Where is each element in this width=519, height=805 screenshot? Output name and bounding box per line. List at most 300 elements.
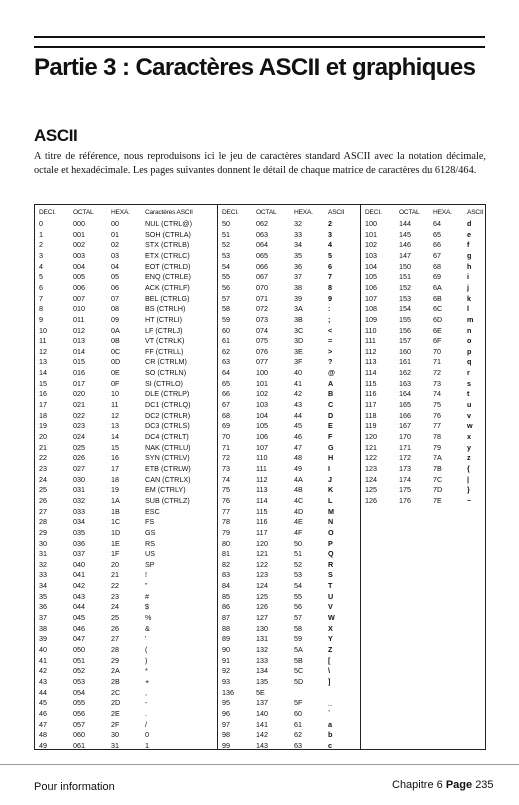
cell-ascii: d	[467, 219, 472, 228]
header-octal: OCTAL	[256, 209, 277, 216]
table-row	[361, 219, 485, 229]
table-row	[218, 666, 360, 676]
cell-deci: 112	[365, 346, 377, 356]
cell-deci: 59	[222, 314, 230, 324]
cell-ascii: CR (CTRLM)	[145, 357, 187, 367]
cell-octal: 141	[256, 719, 268, 729]
cell-octal: 112	[256, 474, 268, 484]
table-row	[35, 656, 217, 666]
cell-ascii: CAN (CTRLX)	[145, 474, 191, 484]
table-row	[35, 368, 217, 378]
cell-octal: 062	[256, 219, 268, 228]
cell-hexa: 73	[433, 378, 441, 388]
table-row	[35, 219, 217, 229]
cell-hexa: 78	[433, 432, 441, 441]
cell-deci: 105	[365, 272, 377, 282]
table-row	[361, 262, 485, 272]
cell-octal: 167	[399, 421, 411, 431]
cell-ascii: m	[467, 314, 474, 324]
cell-deci: 60	[222, 325, 230, 335]
cell-octal: 076	[256, 346, 268, 356]
cell-deci: 8	[39, 304, 43, 314]
cell-hexa: 31	[111, 740, 119, 750]
cell-ascii: s	[467, 378, 471, 388]
cell-ascii: {	[467, 463, 470, 473]
table-row	[35, 613, 217, 623]
cell-octal: 176	[399, 495, 411, 505]
table-row	[218, 656, 360, 666]
cell-ascii: 2	[328, 219, 332, 228]
table-row	[35, 507, 217, 517]
cell-hexa: 0F	[111, 378, 120, 388]
table-row	[361, 230, 485, 240]
cell-deci: 49	[39, 740, 47, 750]
cell-ascii: M	[328, 506, 334, 516]
cell-hexa: 01	[111, 229, 119, 239]
cell-ascii: DLE (CTRLP)	[145, 389, 190, 399]
cell-octal: 000	[73, 219, 85, 228]
table-row	[218, 326, 360, 336]
cell-ascii: FS	[145, 517, 155, 527]
cell-hexa: 51	[294, 549, 302, 559]
table-row	[218, 528, 360, 538]
table-row	[35, 634, 217, 644]
table-row	[361, 283, 485, 293]
cell-deci: 89	[222, 634, 230, 644]
cell-hexa: 7B	[433, 463, 442, 473]
cell-deci: 119	[365, 421, 377, 431]
cell-octal: 044	[73, 602, 85, 612]
table-row	[218, 230, 360, 240]
cell-octal: 153	[399, 293, 411, 303]
cell-ascii: p	[467, 346, 472, 356]
cell-hexa: 32	[294, 219, 302, 228]
header-ascii: Caractères ASCII	[145, 209, 193, 216]
cell-hexa: 0C	[111, 346, 121, 356]
cell-deci: 115	[365, 378, 377, 388]
cell-deci: 96	[222, 708, 230, 718]
cell-ascii: o	[467, 336, 472, 346]
cell-deci: 124	[365, 474, 377, 484]
table-row	[35, 720, 217, 730]
cell-octal: 001	[73, 229, 85, 239]
cell-octal: 104	[256, 410, 268, 420]
cell-deci: 55	[222, 272, 230, 282]
cell-hexa: 1B	[111, 506, 120, 516]
header-hexa: HEXA.	[433, 209, 452, 216]
cell-octal: 056	[73, 708, 85, 718]
cell-ascii: H	[328, 453, 334, 463]
cell-hexa: 36	[294, 261, 302, 271]
cell-hexa: 4B	[294, 485, 303, 495]
cell-ascii: b	[328, 730, 333, 740]
cell-octal: 111	[256, 463, 267, 473]
cell-octal: 132	[256, 645, 268, 654]
cell-hexa: 2D	[111, 698, 121, 708]
cell-hexa: 1F	[111, 549, 120, 559]
cell-deci: 136	[222, 687, 234, 697]
cell-octal: 036	[73, 538, 85, 548]
cell-hexa: 00	[111, 219, 119, 228]
cell-deci: 13	[39, 357, 47, 367]
cell-hexa: 13	[111, 421, 119, 431]
cell-deci: 2	[39, 240, 43, 250]
cell-deci: 46	[39, 708, 47, 718]
cell-ascii: @	[328, 368, 336, 378]
cell-ascii: i	[467, 272, 469, 282]
table-row	[218, 379, 360, 389]
cell-deci: 37	[39, 613, 47, 623]
cell-ascii: [	[328, 655, 331, 665]
cell-ascii: P	[328, 538, 333, 548]
cell-hexa: 57	[294, 613, 302, 623]
cell-hexa: 3F	[294, 357, 303, 367]
ascii-table	[34, 204, 486, 750]
cell-octal: 116	[256, 517, 268, 527]
cell-octal: 173	[399, 463, 411, 473]
cell-octal: 140	[256, 708, 268, 718]
cell-deci: 100	[365, 219, 377, 228]
cell-octal: 070	[256, 282, 268, 292]
cell-hexa: 53	[294, 570, 302, 580]
cell-octal: 077	[256, 357, 268, 367]
cell-deci: 101	[365, 229, 377, 239]
cell-ascii: 4	[328, 240, 332, 250]
cell-ascii: C	[328, 400, 334, 410]
cell-ascii: #	[145, 591, 149, 601]
header-hexa: HEXA.	[111, 209, 130, 216]
cell-octal: 033	[73, 506, 85, 516]
cell-deci: 20	[39, 432, 47, 441]
cell-hexa: 38	[294, 282, 302, 292]
table-row	[35, 602, 217, 612]
cell-octal: 125	[256, 591, 268, 601]
cell-octal: 031	[73, 485, 85, 495]
cell-hexa: 39	[294, 293, 302, 303]
cell-deci: 31	[39, 549, 47, 559]
cell-octal: 163	[399, 378, 411, 388]
cell-hexa: 2B	[111, 676, 120, 686]
cell-deci: 34	[39, 581, 47, 591]
cell-hexa: 3A	[294, 304, 303, 314]
cell-deci: 44	[39, 687, 47, 697]
cell-hexa: 58	[294, 623, 302, 633]
cell-ascii: )	[145, 655, 148, 665]
cell-hexa: 48	[294, 453, 302, 463]
cell-hexa: 25	[111, 613, 119, 623]
cell-octal: 004	[73, 261, 85, 271]
cell-octal: 155	[399, 314, 411, 324]
cell-hexa: 02	[111, 240, 119, 250]
table-row	[218, 219, 360, 229]
cell-deci: 33	[39, 570, 47, 580]
cell-hexa: 41	[294, 378, 302, 388]
cell-octal: 043	[73, 591, 85, 601]
cell-octal: 005	[73, 272, 85, 282]
cell-hexa: 1D	[111, 527, 121, 537]
cell-octal: 106	[256, 432, 268, 441]
cell-octal: 117	[256, 527, 268, 537]
cell-hexa: 40	[294, 368, 302, 378]
cell-octal: 032	[73, 495, 85, 505]
cell-deci: 48	[39, 730, 47, 740]
cell-octal: 145	[399, 229, 411, 239]
cell-octal: 114	[256, 495, 268, 505]
table-row	[35, 645, 217, 655]
cell-hexa: 68	[433, 261, 441, 271]
cell-ascii: 1	[145, 740, 149, 750]
cell-octal: 042	[73, 581, 85, 591]
cell-octal: 030	[73, 474, 85, 484]
cell-octal: 150	[399, 261, 411, 271]
cell-deci: 106	[365, 282, 377, 292]
cell-deci: 62	[222, 346, 230, 356]
cell-ascii: (	[145, 645, 148, 654]
cell-hexa: 6C	[433, 304, 443, 314]
cell-ascii: N	[328, 517, 334, 527]
cell-deci: 85	[222, 591, 230, 601]
cell-ascii: t	[467, 389, 470, 399]
cell-deci: 114	[365, 368, 377, 378]
cell-ascii: BEL (CTRLG)	[145, 293, 190, 303]
table-row	[361, 453, 485, 463]
cell-octal: 171	[399, 442, 411, 452]
cell-ascii: &	[145, 623, 150, 633]
cell-hexa: 07	[111, 293, 119, 303]
cell-ascii: x	[467, 432, 471, 441]
cell-deci: 61	[222, 336, 230, 346]
cell-ascii: R	[328, 559, 334, 569]
cell-octal: 174	[399, 474, 411, 484]
cell-octal: 015	[73, 357, 85, 367]
cell-ascii: `	[328, 708, 331, 718]
table-row	[361, 475, 485, 485]
cell-deci: 107	[365, 293, 377, 303]
cell-ascii: T	[328, 581, 333, 591]
table-row	[218, 357, 360, 367]
cell-hexa: 30	[111, 730, 119, 740]
cell-octal: 052	[73, 666, 85, 676]
cell-octal: 115	[256, 506, 268, 516]
cell-ascii: h	[467, 261, 472, 271]
cell-ascii: F	[328, 432, 333, 441]
cell-deci: 30	[39, 538, 47, 548]
cell-hexa: 61	[294, 719, 302, 729]
cell-ascii: |	[467, 474, 470, 484]
cell-octal: 133	[256, 655, 268, 665]
cell-deci: 3	[39, 250, 43, 260]
table-row	[218, 677, 360, 687]
cell-hexa: 4A	[294, 474, 303, 484]
cell-hexa: 4D	[294, 506, 304, 516]
cell-deci: 68	[222, 410, 230, 420]
cell-deci: 41	[39, 655, 47, 665]
cell-deci: 87	[222, 613, 230, 623]
cell-hexa: 56	[294, 602, 302, 612]
cell-deci: 84	[222, 581, 230, 591]
cell-hexa: 08	[111, 304, 119, 314]
cell-deci: 10	[39, 325, 47, 335]
table-row	[35, 304, 217, 314]
cell-ascii: ?	[328, 357, 333, 367]
table-row	[35, 741, 217, 751]
cell-ascii: ,	[145, 687, 147, 697]
cell-hexa: 67	[433, 250, 441, 260]
cell-ascii: EM (CTRLY)	[145, 485, 186, 495]
cell-hexa: 0D	[111, 357, 121, 367]
table-row	[218, 688, 360, 698]
cell-ascii: c	[328, 740, 332, 750]
cell-hexa: 62	[294, 730, 302, 740]
cell-deci: 92	[222, 666, 230, 676]
cell-ascii: .	[145, 708, 147, 718]
cell-ascii: E	[328, 421, 333, 431]
cell-ascii: 8	[328, 282, 332, 292]
table-row	[35, 570, 217, 580]
cell-hexa: 05	[111, 272, 119, 282]
cell-hexa: 74	[433, 389, 441, 399]
table-row	[218, 570, 360, 580]
cell-ascii: NAK (CTRLU)	[145, 442, 191, 452]
cell-octal: 170	[399, 432, 411, 441]
cell-deci: 122	[365, 453, 377, 463]
cell-deci: 53	[222, 250, 230, 260]
cell-hexa: 60	[294, 708, 302, 718]
cell-hexa: 46	[294, 432, 302, 441]
cell-deci: 117	[365, 400, 377, 410]
cell-octal: 020	[73, 389, 85, 399]
cell-deci: 7	[39, 293, 43, 303]
cell-ascii: K	[328, 485, 334, 495]
cell-deci: 77	[222, 506, 230, 516]
cell-ascii: j	[467, 282, 469, 292]
table-row	[218, 634, 360, 644]
cell-octal: 175	[399, 485, 411, 495]
cell-hexa: 59	[294, 634, 302, 644]
cell-octal: 134	[256, 666, 268, 676]
cell-deci: 1	[39, 229, 43, 239]
cell-ascii: ETB (CTRLW)	[145, 463, 191, 473]
cell-hexa: 11	[111, 400, 119, 410]
cell-deci: 19	[39, 421, 47, 431]
table-row	[35, 464, 217, 474]
cell-octal: 063	[256, 229, 268, 239]
table-row	[361, 357, 485, 367]
cell-deci: 95	[222, 698, 230, 708]
cell-hexa: 29	[111, 655, 119, 665]
cell-deci: 73	[222, 463, 230, 473]
cell-ascii: RS	[145, 538, 155, 548]
table-row	[218, 315, 360, 325]
cell-ascii: 0	[145, 730, 149, 740]
cell-deci: 4	[39, 261, 43, 271]
cell-deci: 110	[365, 325, 377, 335]
cell-hexa: 2F	[111, 719, 120, 729]
table-row	[361, 400, 485, 410]
cell-octal: 5E	[256, 687, 265, 697]
cell-hexa: 69	[433, 272, 441, 282]
table-row	[218, 411, 360, 421]
cell-hexa: 28	[111, 645, 119, 654]
cell-deci: 102	[365, 240, 377, 250]
cell-hexa: 77	[433, 421, 441, 431]
cell-octal: 066	[256, 261, 268, 271]
cell-octal: 101	[256, 378, 268, 388]
cell-ascii: US	[145, 549, 155, 559]
cell-ascii: W	[328, 613, 335, 623]
cell-deci: 121	[365, 442, 377, 452]
table-row	[35, 315, 217, 325]
cell-deci: 69	[222, 421, 230, 431]
cell-deci: 88	[222, 623, 230, 633]
table-row	[218, 741, 360, 751]
table-row	[218, 549, 360, 559]
cell-octal: 100	[256, 368, 268, 378]
cell-hexa: 6A	[433, 282, 442, 292]
table-row	[35, 581, 217, 591]
table-row	[218, 347, 360, 357]
part-title: Partie 3 : Caractères ASCII et graphiques	[34, 54, 476, 81]
cell-deci: 56	[222, 282, 230, 292]
cell-deci: 22	[39, 453, 47, 463]
header-octal: OCTAL	[73, 209, 94, 216]
cell-hexa: 44	[294, 410, 302, 420]
intro-paragraph: A titre de référence, nous reproduisons ici le jeu de caractères standard ASCII avec la notation décimale, octale et hexadécimale. Les pages suivantes donnent le détail de chaque matrice de caractères du 6128/464.	[34, 151, 486, 176]
table-row	[218, 539, 360, 549]
footer-chapter: Chapitre 6	[392, 779, 443, 791]
cell-deci: 16	[39, 389, 47, 399]
cell-hexa: 22	[111, 581, 119, 591]
cell-ascii: ]	[328, 676, 331, 686]
table-row	[35, 592, 217, 602]
table-row	[361, 347, 485, 357]
cell-ascii: SOH (CTRLA)	[145, 229, 191, 239]
table-row	[218, 368, 360, 378]
table-row	[361, 443, 485, 453]
cell-ascii: VT (CTRLK)	[145, 336, 185, 346]
table-row	[218, 709, 360, 719]
cell-hexa: 26	[111, 623, 119, 633]
table-row	[218, 240, 360, 250]
cell-deci: 70	[222, 432, 230, 441]
cell-hexa: 5D	[294, 676, 304, 686]
table-row	[35, 230, 217, 240]
header-deci: DECI.	[222, 209, 239, 216]
cell-hexa: 3C	[294, 325, 304, 335]
cell-deci: 75	[222, 485, 230, 495]
cell-octal: 024	[73, 432, 85, 441]
cell-hexa: 79	[433, 442, 441, 452]
cell-hexa: 70	[433, 346, 441, 356]
cell-hexa: 15	[111, 442, 119, 452]
cell-deci: 15	[39, 378, 47, 388]
cell-octal: 003	[73, 250, 85, 260]
table-row	[35, 709, 217, 719]
cell-ascii: :	[328, 304, 331, 314]
cell-octal: 035	[73, 527, 85, 537]
cell-octal: 071	[256, 293, 268, 303]
table-row	[218, 496, 360, 506]
header-ascii: ASCII	[467, 209, 484, 216]
cell-hexa: 66	[433, 240, 441, 250]
cell-hexa: 75	[433, 400, 441, 410]
table-row	[361, 464, 485, 474]
cell-octal: 065	[256, 250, 268, 260]
cell-deci: 116	[365, 389, 377, 399]
cell-hexa: 2E	[111, 708, 120, 718]
cell-octal: 067	[256, 272, 268, 282]
cell-deci: 0	[39, 219, 43, 228]
